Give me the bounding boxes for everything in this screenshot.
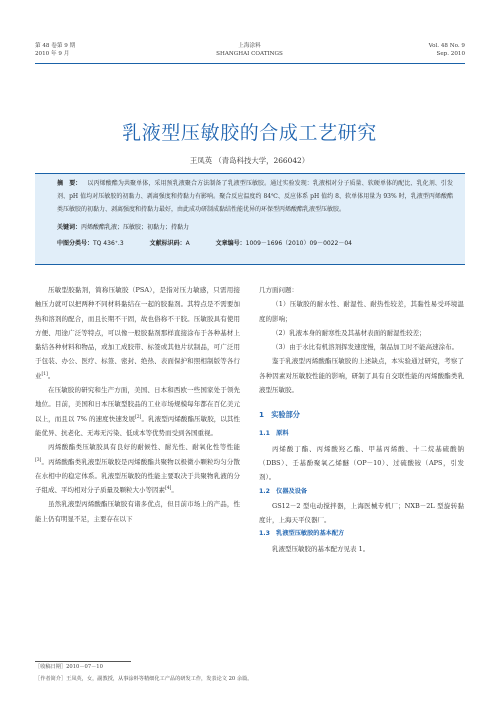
- clc-number: TQ 436⁺.3: [93, 240, 124, 247]
- journal-volume-info-en: [429, 42, 465, 58]
- paragraph: 在压敏胶的研究和生产方面，美国、日本和西欧一些国家处于领先地位。目前，美国和日本压敏型胶品的工业市场规模每年都在百亿美元以上，而且以 7% 的速度快速发展[2]。乳液型丙烯酸酯压敏胶，以其性能优异、抗老化、无毒无污染、低成本等优势而受到各国重视。: [35, 386, 240, 437]
- subsection-heading: 1.1 原料: [259, 430, 289, 438]
- keywords-text: 丙烯酸酯乳液；压敏胶；初黏力；持黏力: [81, 224, 190, 231]
- paragraph: GS12－2 型电动搅拌器，上海医械专机厂；NXB－2L 型旋转黏度计，上海天平仪器厂。: [259, 501, 464, 525]
- author-line: 王凤英 （青岛科技大学，266042）: [189, 156, 310, 165]
- volume-issue: 第 48 卷第 9 期: [35, 43, 76, 49]
- paragraph: 几方面问题：: [259, 286, 298, 294]
- body-column-right: [259, 283, 464, 556]
- abstract-text: 以丙烯酸酯为共聚单体，采用预乳液聚合方法制备了乳液型压敏胶。通过实验发现：乳液相对分子质量、软硬单体的配比、乳化剂、引发剂、pH 值均对压敏胶的初黏力、剥离强度和持黏力有影响。聚合反应温度约 84℃、反应体系 pH 值约 8、软单体用量为 93% 时，乳液型丙烯酸酯类压敏胶的初黏力、剥离强度和持黏力最好，由此成功研制成黏结性能优异的环保型丙烯酸酯乳液型压敏胶。: [57, 180, 453, 213]
- list-item: （1）压敏胶的耐水性、耐湿性、耐热性较差，其黏性易受环境温度的影响；: [259, 300, 464, 323]
- issue-date-en: Sep. 2010: [436, 51, 465, 57]
- paragraph: 乳液型压敏胶的基本配方见表 1。: [272, 544, 370, 553]
- abstract: [57, 177, 453, 216]
- issue-date: 2010 年 9 月: [35, 51, 70, 57]
- list-item: （3）由于水比有机溶剂挥发速度慢，制品加工时不能高速涂布。: [272, 343, 459, 352]
- journal-name-en: SHANGHAI COATINGS: [216, 51, 283, 57]
- subsection-heading: 1.3 乳液型压敏胶的基本配方: [259, 530, 345, 538]
- paragraph: 鉴于乳液型丙烯酸酯压敏胶的上述缺点，本实验通过研究，考察了各种因素对压敏胶性能的影响，研制了具有自交联性能的丙烯酸酯类乳液型压敏胶。: [259, 357, 464, 395]
- paragraph: 丙烯酸酯类压敏胶具有良好的耐候性、耐光性、耐氧化性等性能[3]。丙烯酸酯类乳液型压敏胶是丙烯酸酯共聚物以极微小颗粒均匀分散在水相中的稳定体系。乳液型压敏胶的性能主要取决于共聚物乳液的分子组成、平均相对分子质量及颗粒大小等因素[4]。: [35, 443, 240, 495]
- citation: [1]: [41, 371, 48, 377]
- author-bio: ［作者简介］王凤英，女，副教授，从事涂料等精细化工产品的研发工作，发表论文 20 余篇。: [35, 676, 253, 682]
- article-number: 1009－1696（2010）09－0022－04: [245, 240, 352, 247]
- doc-code-label: 文献标识码：: [149, 240, 186, 247]
- paragraph: 虽然乳液型丙烯酸酯压敏胶有诸多优点，但目前市场上的产品，性能上仍有明显不足，主要存在以下: [35, 500, 240, 523]
- received-date: ［收稿日期］2010－07－10: [35, 664, 103, 670]
- journal-name: [0, 42, 499, 58]
- subsection-heading: 1.2 仪器及设备: [259, 487, 308, 495]
- keywords-label: 关键词：: [57, 224, 82, 231]
- list-item: （2）乳液本身的耐寒性及其基材表面的耐湿性较差；: [272, 328, 426, 337]
- doc-code: A: [185, 240, 190, 247]
- paper-title: 乳液型压敏胶的合成工艺研究: [122, 122, 377, 144]
- section-heading: 1 实验部分: [259, 410, 300, 420]
- citation: [4]: [165, 486, 172, 491]
- volume-issue-en: Vol. 48 No. 9: [428, 43, 465, 49]
- abstract-label: 摘 要：: [57, 180, 82, 187]
- classification-line: [57, 240, 457, 248]
- citation: [3]: [35, 457, 42, 463]
- clc-label: 中图分类号：: [57, 240, 94, 247]
- keywords: [57, 224, 189, 232]
- header-rule: [35, 63, 465, 64]
- body-column-left: [35, 283, 240, 526]
- footnote-rule: [35, 661, 131, 662]
- paragraph: 压敏型胶黏剂，简称压敏胶（PSA），是指对压力敏感，只需用接触压力就可以把两种不同材料黏结在一起的胶黏剂。其特点是不需要加热和溶剂的配合，而且长期不干固，故也俗称不干胶。压敏胶具有使用方便、用途广泛等特点，可以像一般胶黏剂那样直接涂布于各种基材上黏结各种材料和物品，或加工成胶带、标签或其他片状制品，可广泛用于包装、办公、医疗、标签、密封、绝热、表面保护和照相制版等各行业[1]。: [35, 286, 240, 380]
- journal-name-cn: 上海涂料: [238, 43, 261, 49]
- article-number-label: 文章编号：: [215, 240, 246, 247]
- citation: [2]: [135, 414, 142, 420]
- paragraph: 丙烯酸丁酯、丙烯酸羟乙酯、甲基丙烯酸、十二烷基硫酸钠（DBS）、壬基酚聚氧乙烯醚（OP－10）、过硫酸铵（APS，引发剂）。: [259, 444, 464, 482]
